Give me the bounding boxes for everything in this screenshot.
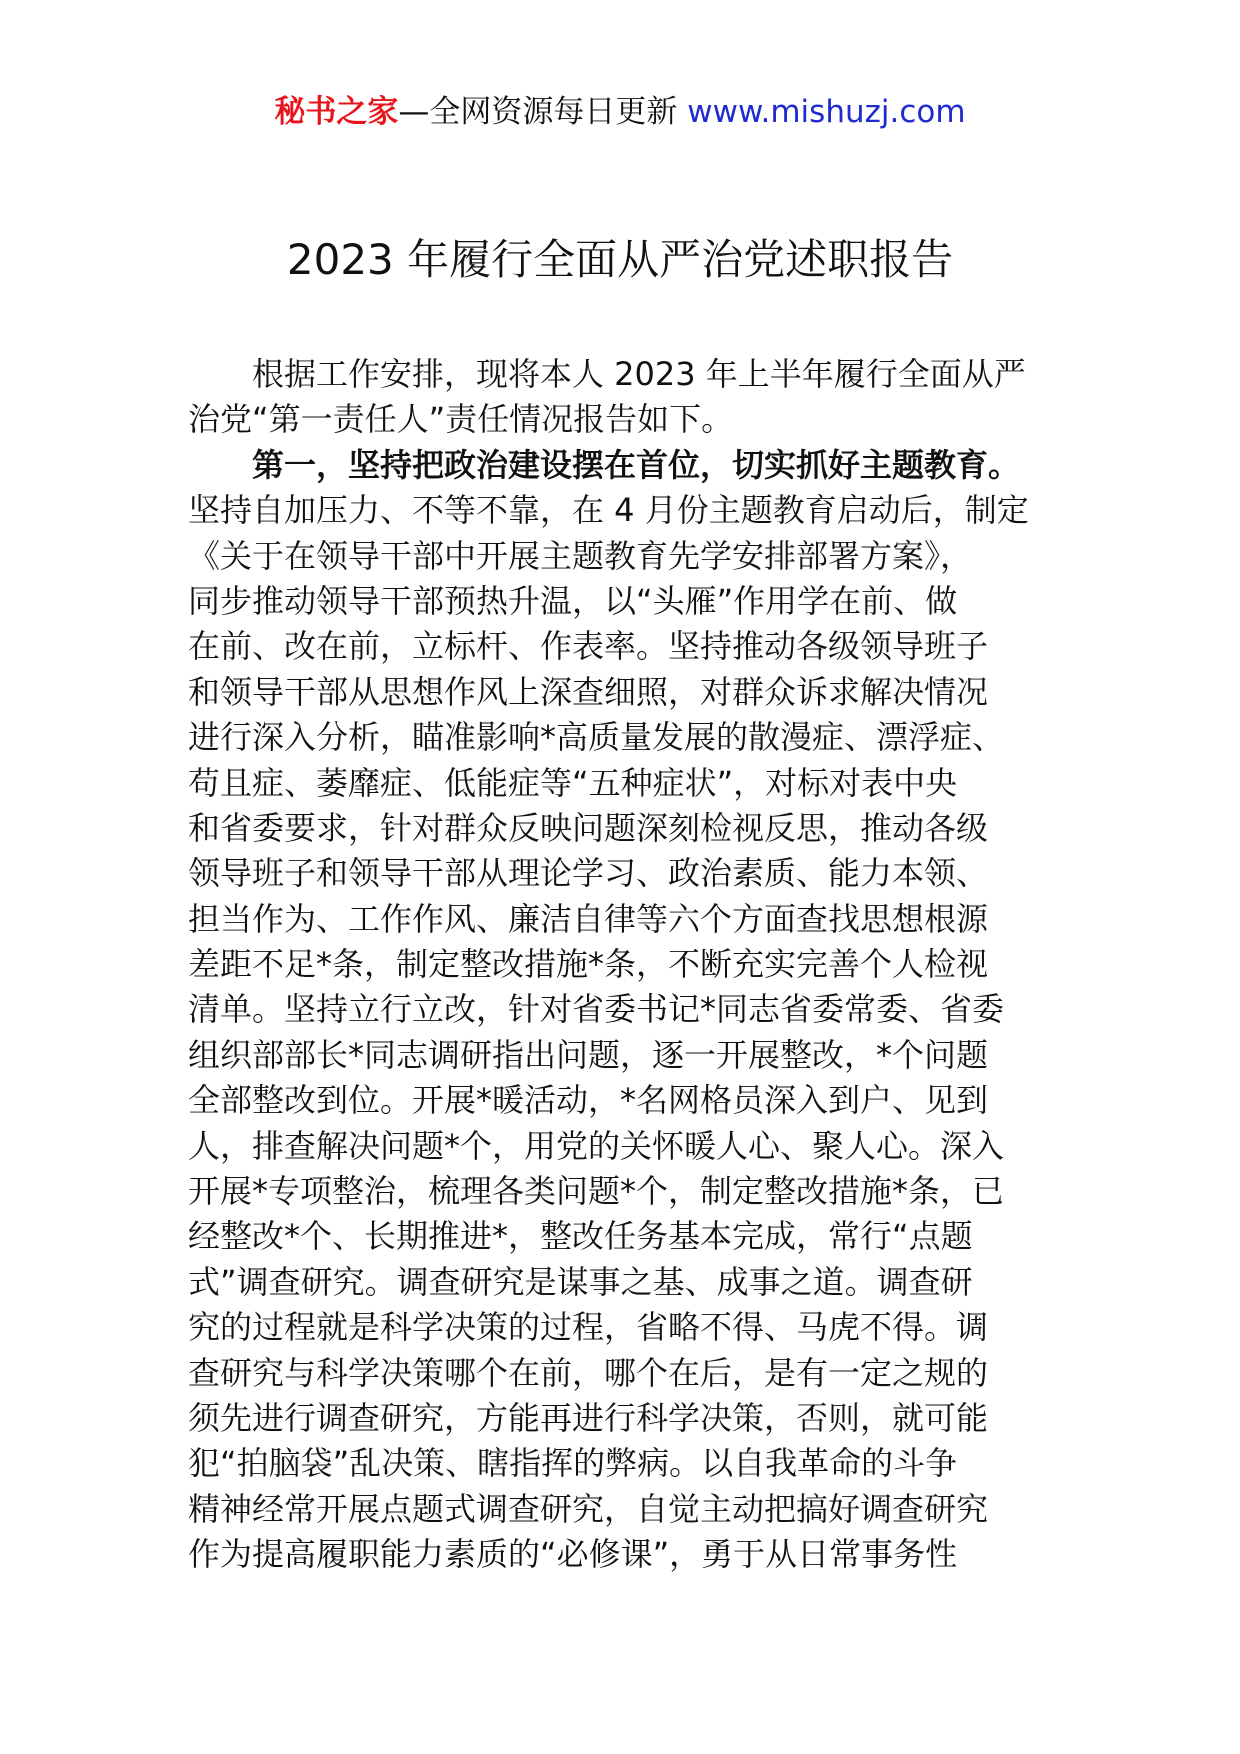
section-lead: 第一， [252, 445, 349, 484]
body-line: 《关于在领导干部中开展主题教育先学安排部署方案》， [188, 536, 973, 575]
body-line: 差距不足*条，制定整改措施*条，不断充实完善个人检视 [188, 945, 989, 984]
body-line: 开展*专项整治，梳理各类问题*个，制定整改措施*条，已 [188, 1172, 1005, 1211]
body-line: 组织部部长*同志调研指出问题，逐一开展整改，*个问题 [188, 1035, 989, 1074]
body-line: 治党“第一责任人”责任情况报告如下。 [188, 400, 734, 439]
body-line: 人，排查解决问题*个，用党的关怀暖人心、聚人心。深入 [188, 1126, 1005, 1165]
body-line: 根据工作安排，现将本人 2023 年上半年履行全面从严 [252, 355, 1026, 393]
body-line: 同步推动领导干部预热升温，以“头雁”作用学在前、做 [188, 581, 958, 620]
site-url[interactable]: www.mishuzj.com [687, 94, 966, 130]
body-line: 担当作为、工作作风、廉洁自律等六个方面查找思想根源 [188, 899, 989, 938]
body-line: 和省委要求，针对群众反映问题深刻检视反思，推动各级 [188, 808, 989, 847]
body-line: 坚持自加压力、不等不靠，在 4 月份主题教育启动后，制定 [188, 491, 1029, 530]
site-header [0, 92, 1240, 132]
body-line: 领导班子和领导干部从理论学习、政治素质、能力本领、 [188, 854, 989, 893]
body-line: 在前、改在前，立标杆、作表率。坚持推动各级领导班子 [188, 627, 989, 666]
body-line: 须先进行调查研究，方能再进行科学决策，否则，就可能 [188, 1398, 989, 1437]
body-line: 进行深入分析，瞄准影响*高质量发展的散漫症、漂浮症、 [188, 718, 1005, 757]
document-title: 2023 年履行全面从严治党述职报告 [286, 235, 954, 284]
body-line: 究的过程就是科学决策的过程，省略不得、马虎不得。调 [188, 1308, 989, 1347]
body-line: 苟且症、萎靡症、低能症等“五种症状”，对标对表中央 [188, 763, 958, 802]
body-line: 全部整改到位。开展*暖活动，*名网格员深入到户、见到 [188, 1081, 989, 1120]
body-line: 精神经常开展点题式调查研究，自觉主动把搞好调查研究 [188, 1489, 989, 1528]
brand-name: 秘书之家 [274, 94, 399, 130]
header-tagline: —全网资源每日更新 [398, 94, 688, 130]
body-line: 查研究与科学决策哪个在前，哪个在后，是有一定之规的 [188, 1353, 989, 1392]
body-line: 式”调查研究。调查研究是谋事之基、成事之道。调查研 [188, 1262, 973, 1301]
body-line: 经整改*个、长期推进*，整改任务基本完成，常行“点题 [188, 1217, 973, 1256]
body-line: 清单。坚持立行立改，针对省委书记*同志省委常委、省委 [188, 990, 1005, 1029]
body-line: 和领导干部从思想作风上深查细照，对群众诉求解决情况 [188, 672, 989, 711]
section-heading-line [188, 443, 1068, 488]
document-body [188, 352, 1068, 1578]
body-line: 作为提高履职能力素质的“必修课”，勇于从日常事务性 [188, 1535, 958, 1574]
section-heading: 坚持把政治建设摆在首位，切实抓好主题教育。 [348, 445, 1021, 484]
body-line: 犯“拍脑袋”乱决策、瞎指挥的弊病。以自我革命的斗争 [188, 1444, 958, 1483]
